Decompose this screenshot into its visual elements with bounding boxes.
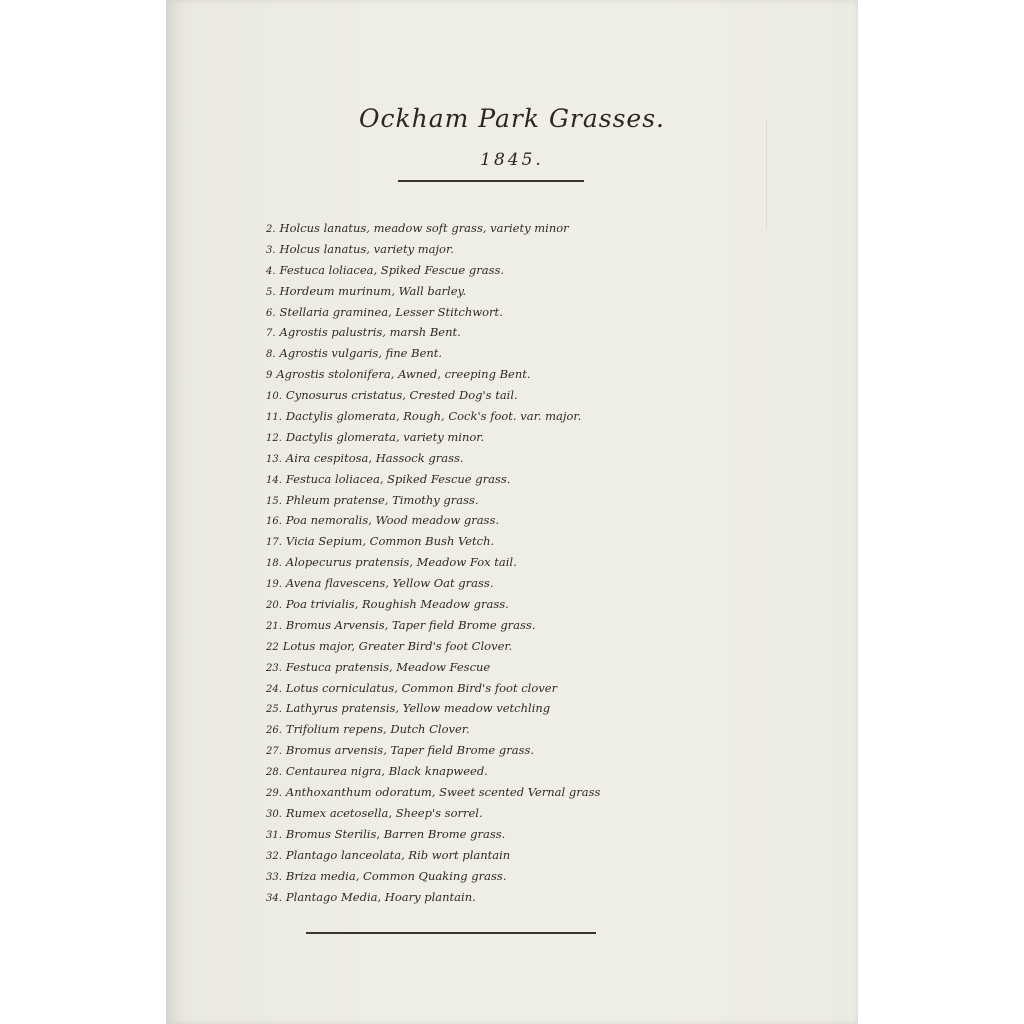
entry-text: Centaurea nigra, Black knapweed.	[285, 764, 488, 779]
list-item	[266, 636, 600, 657]
entry-text: Plantago Media, Hoary plantain.	[285, 889, 476, 904]
list-item	[266, 239, 600, 260]
list-item	[266, 615, 600, 636]
paper-crease	[766, 120, 767, 230]
entry-text: Holcus lanatus, meadow soft grass, variety minor	[279, 221, 569, 235]
entry-text: Bromus Arvensis, Taper field Brome grass.	[285, 617, 536, 632]
entry-number: 18.	[266, 558, 282, 570]
entry-number: 29.	[266, 788, 282, 800]
list-item	[266, 406, 600, 427]
list-item	[266, 218, 600, 239]
entry-text: Anthoxanthum odoratum, Sweet scented Vernal grass	[285, 785, 601, 800]
entry-text: Cynosurus cristatus, Crested Dog's tail.	[285, 388, 518, 403]
list-item	[266, 866, 600, 887]
manuscript-page	[166, 0, 858, 1024]
list-item	[266, 740, 600, 761]
entry-number: 6.	[266, 307, 276, 319]
list-item	[266, 594, 600, 615]
list-item	[266, 657, 600, 678]
entry-text: Stellaria graminea, Lesser Stitchwort.	[279, 304, 503, 319]
entry-number: 8.	[266, 349, 276, 361]
entry-number: 4.	[266, 265, 276, 277]
list-item	[266, 887, 600, 908]
list-item	[266, 761, 600, 782]
entry-text: Aira cespitosa, Hassock grass.	[285, 450, 464, 465]
list-item	[266, 573, 600, 594]
list-item	[266, 803, 600, 824]
entry-text: Festuca pratensis, Meadow Fescue	[285, 659, 491, 674]
entry-number: 5.	[266, 286, 276, 298]
entry-text: Avena flavescens, Yellow Oat grass.	[285, 576, 494, 591]
entry-number: 33.	[266, 871, 282, 883]
entry-text: Briza media, Common Quaking grass.	[285, 868, 507, 883]
entry-number: 7.	[266, 328, 276, 340]
entry-text: Agrostis vulgaris, fine Bent.	[279, 346, 443, 361]
entry-text: Dactylis glomerata, Rough, Cock's foot. var. major.	[285, 409, 582, 424]
list-item	[266, 845, 600, 866]
entry-text: Festuca loliacea, Spiked Fescue grass.	[279, 262, 505, 277]
list-item	[266, 510, 600, 531]
entry-number: 30.	[266, 808, 282, 820]
entry-number: 2.	[266, 224, 276, 235]
list-item	[266, 364, 600, 385]
entry-number: 3.	[266, 244, 276, 256]
list-item	[266, 427, 600, 448]
grass-list	[266, 218, 600, 907]
entry-text: Bromus arvensis, Taper field Brome grass.	[285, 743, 535, 758]
list-item	[266, 469, 600, 490]
entry-number: 14.	[266, 474, 282, 486]
entry-text: Bromus Sterilis, Barren Brome grass.	[285, 826, 506, 841]
list-item	[266, 490, 600, 511]
entry-number: 32.	[266, 850, 282, 862]
entry-text: Rumex acetosella, Sheep's sorrel.	[285, 805, 483, 820]
list-item	[266, 552, 600, 573]
entry-text: Festuca loliacea, Spiked Fescue grass.	[285, 471, 511, 486]
entry-number: 15.	[266, 495, 282, 507]
list-item	[266, 719, 600, 740]
list-item	[266, 824, 600, 845]
entry-number: 27.	[266, 746, 282, 758]
entry-number: 25.	[266, 704, 282, 716]
entry-number: 16.	[266, 516, 282, 528]
entry-number: 9	[266, 370, 273, 382]
entry-number: 28.	[266, 767, 282, 779]
entry-text: Agrostis stolonifera, Awned, creeping Bent.	[276, 367, 531, 382]
entry-number: 24.	[266, 683, 282, 695]
page-title: Ockham Park Grasses.	[358, 104, 665, 133]
entry-number: 12.	[266, 432, 282, 444]
entry-number: 19.	[266, 579, 282, 591]
page-year: 1845.	[480, 150, 544, 170]
entry-text: Dactylis glomerata, variety minor.	[285, 429, 485, 444]
list-item	[266, 302, 600, 323]
entry-number: 23.	[266, 662, 282, 674]
entry-number: 26.	[266, 725, 282, 737]
title-underline	[398, 180, 584, 182]
entry-number: 20.	[266, 600, 282, 612]
list-item	[266, 531, 600, 552]
entry-number: 13.	[266, 453, 282, 465]
entry-text: Phleum pratense, Timothy grass.	[285, 492, 479, 507]
entry-text: Alopecurus pratensis, Meadow Fox tail.	[285, 555, 517, 570]
entry-number: 17.	[266, 537, 282, 549]
list-item	[266, 385, 600, 406]
closing-rule	[306, 932, 596, 934]
entry-text: Agrostis palustris, marsh Bent.	[279, 325, 461, 340]
entry-text: Lotus corniculatus, Common Bird's foot clover	[285, 680, 558, 695]
entry-text: Poa trivialis, Roughish Meadow grass.	[285, 597, 509, 612]
entry-number: 22	[266, 641, 279, 653]
entry-number: 34.	[266, 892, 282, 904]
list-item	[266, 782, 600, 803]
list-item	[266, 281, 600, 302]
entry-text: Vicia Sepium, Common Bush Vetch.	[285, 534, 495, 549]
list-item	[266, 448, 600, 469]
entry-text: Holcus lanatus, variety major.	[279, 241, 454, 256]
entry-text: Poa nemoralis, Wood meadow grass.	[285, 513, 500, 528]
entry-number: 10.	[266, 391, 282, 403]
entry-text: Hordeum murinum, Wall barley.	[279, 283, 467, 298]
list-item	[266, 322, 600, 343]
entry-text: Trifolium repens, Dutch Clover.	[285, 722, 470, 737]
list-item	[266, 678, 600, 699]
entry-text: Lotus major, Greater Bird's foot Clover.	[282, 638, 513, 653]
entry-text: Plantago lanceolata, Rib wort plantain	[285, 847, 511, 862]
entry-text: Lathyrus pratensis, Yellow meadow vetchling	[285, 701, 551, 716]
list-item	[266, 698, 600, 719]
list-item	[266, 343, 600, 364]
entry-number: 11.	[266, 412, 282, 424]
list-item	[266, 260, 600, 281]
entry-number: 31.	[266, 829, 282, 841]
entry-number: 21.	[266, 620, 282, 632]
